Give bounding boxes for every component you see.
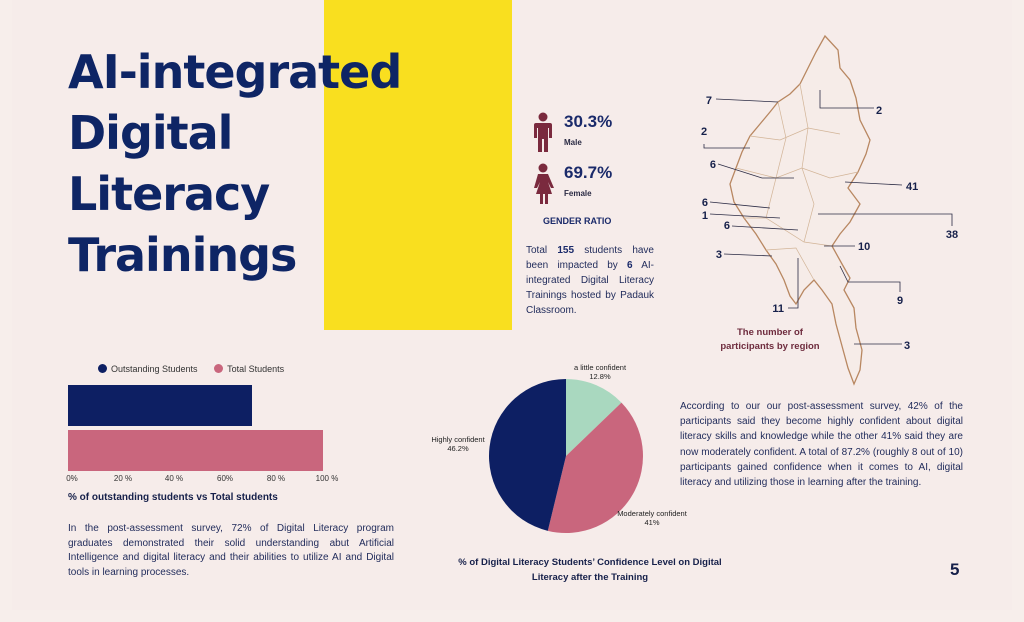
- map-label-3-west: 3: [715, 249, 722, 261]
- map-label-6-mid: 6: [701, 197, 708, 209]
- legend-swatch-outstanding: [98, 364, 107, 373]
- title-line-4: Trainings: [68, 228, 297, 282]
- bar-chart-legend: [98, 364, 298, 374]
- total-suffix: AI-integrated Digital Literacy Trainings hosted by Padauk Classroom.: [526, 260, 654, 316]
- bar-chart-x-ticks: [66, 474, 346, 486]
- map-label-6-upper: 6: [709, 159, 716, 171]
- map-label-9: 9: [896, 295, 904, 307]
- x-tick-label: 0%: [66, 474, 78, 483]
- survey-summary-text: According to our our post-assessment survey, 42% of the participants said they become highly confident about digital literacy skills and knowledge while the other 41% said they are now moderately confident. A total of 87.2% (roughly 8 out of 10) participants gained confidence when it comes to AI, digital literacy and utilizing those in learning after the training.: [680, 401, 963, 489]
- x-tick-label: 100 %: [315, 474, 339, 483]
- total-trainings-count: 6: [627, 260, 633, 271]
- x-tick-label: 20 %: [113, 474, 133, 483]
- map-label-2-north: 2: [876, 105, 883, 117]
- map-label-3-south: 3: [904, 340, 911, 352]
- pie-label: a little confident: [573, 363, 627, 372]
- page-number: 5: [950, 560, 960, 579]
- map-label-10: 10: [858, 241, 871, 253]
- confidence-pie-chart: [400, 360, 687, 540]
- pie-label: Highly confident: [431, 435, 485, 444]
- map-label-6-lower: 6: [723, 220, 730, 232]
- pie-value-label: 12.8%: [589, 372, 611, 381]
- total-students-text: [526, 243, 654, 318]
- legend-label-total: Total Students: [227, 364, 285, 374]
- x-tick-label: 80 %: [266, 474, 286, 483]
- pie-value-label: 41%: [644, 518, 660, 527]
- pie-caption-line-1: % of Digital Literacy Students’ Confidence Level on Digital: [458, 557, 722, 568]
- map-caption: [716, 326, 824, 354]
- bar-chart-caption: % of outstanding students vs Total students: [68, 492, 278, 503]
- bar-total-students: [68, 430, 323, 471]
- male-person-icon: [530, 112, 556, 154]
- legend-item-outstanding: [98, 364, 198, 374]
- map-label-11: 11: [772, 303, 784, 315]
- map-label-2-west: 2: [700, 126, 708, 138]
- post-assessment-text: In the post-assessment survey, 72% of Digital Literacy program graduates demonstrated their solid understanding abut Artificial Intelligence and digital literacy and their abilities to utilize AI and Digital tools in learning processes.: [68, 523, 394, 578]
- map-label-7: 7: [705, 95, 712, 107]
- pie-caption-line-2: Literacy after the Training: [531, 572, 649, 583]
- male-percent: 30.3%: [564, 112, 613, 131]
- total-students-count: 155: [557, 245, 575, 256]
- page-title: [68, 42, 401, 286]
- male-label: Male: [564, 138, 582, 147]
- female-label: Female: [564, 189, 592, 198]
- total-mid: students have been impacted by: [526, 245, 654, 271]
- pie-value-label: 46.2%: [447, 444, 469, 453]
- map-label-1: 1: [701, 210, 708, 222]
- female-percent: 69.7%: [564, 163, 613, 182]
- pie-label: Moderately confident: [617, 509, 687, 518]
- map-label-41: 41: [906, 181, 919, 193]
- title-line-3: Literacy: [68, 167, 270, 221]
- title-line-2: Digital: [68, 106, 233, 160]
- title-line-1: AI-integrated: [68, 45, 402, 99]
- map-caption-line-2: participants by region: [720, 341, 820, 352]
- legend-label-outstanding: Outstanding Students: [111, 364, 198, 374]
- map-label-38: 38: [945, 229, 959, 241]
- x-tick-label: 40 %: [164, 474, 184, 483]
- pie-chart-caption: [440, 555, 740, 585]
- x-tick-label: 60%: [216, 474, 234, 483]
- gender-ratio-label: GENDER RATIO: [543, 216, 612, 226]
- map-caption-line-1: The number of: [737, 327, 803, 338]
- total-prefix: Total: [526, 245, 558, 256]
- bar-outstanding-students: [68, 385, 252, 426]
- legend-item-total: [214, 364, 284, 374]
- female-person-icon: [530, 163, 556, 205]
- legend-swatch-total: [214, 364, 223, 373]
